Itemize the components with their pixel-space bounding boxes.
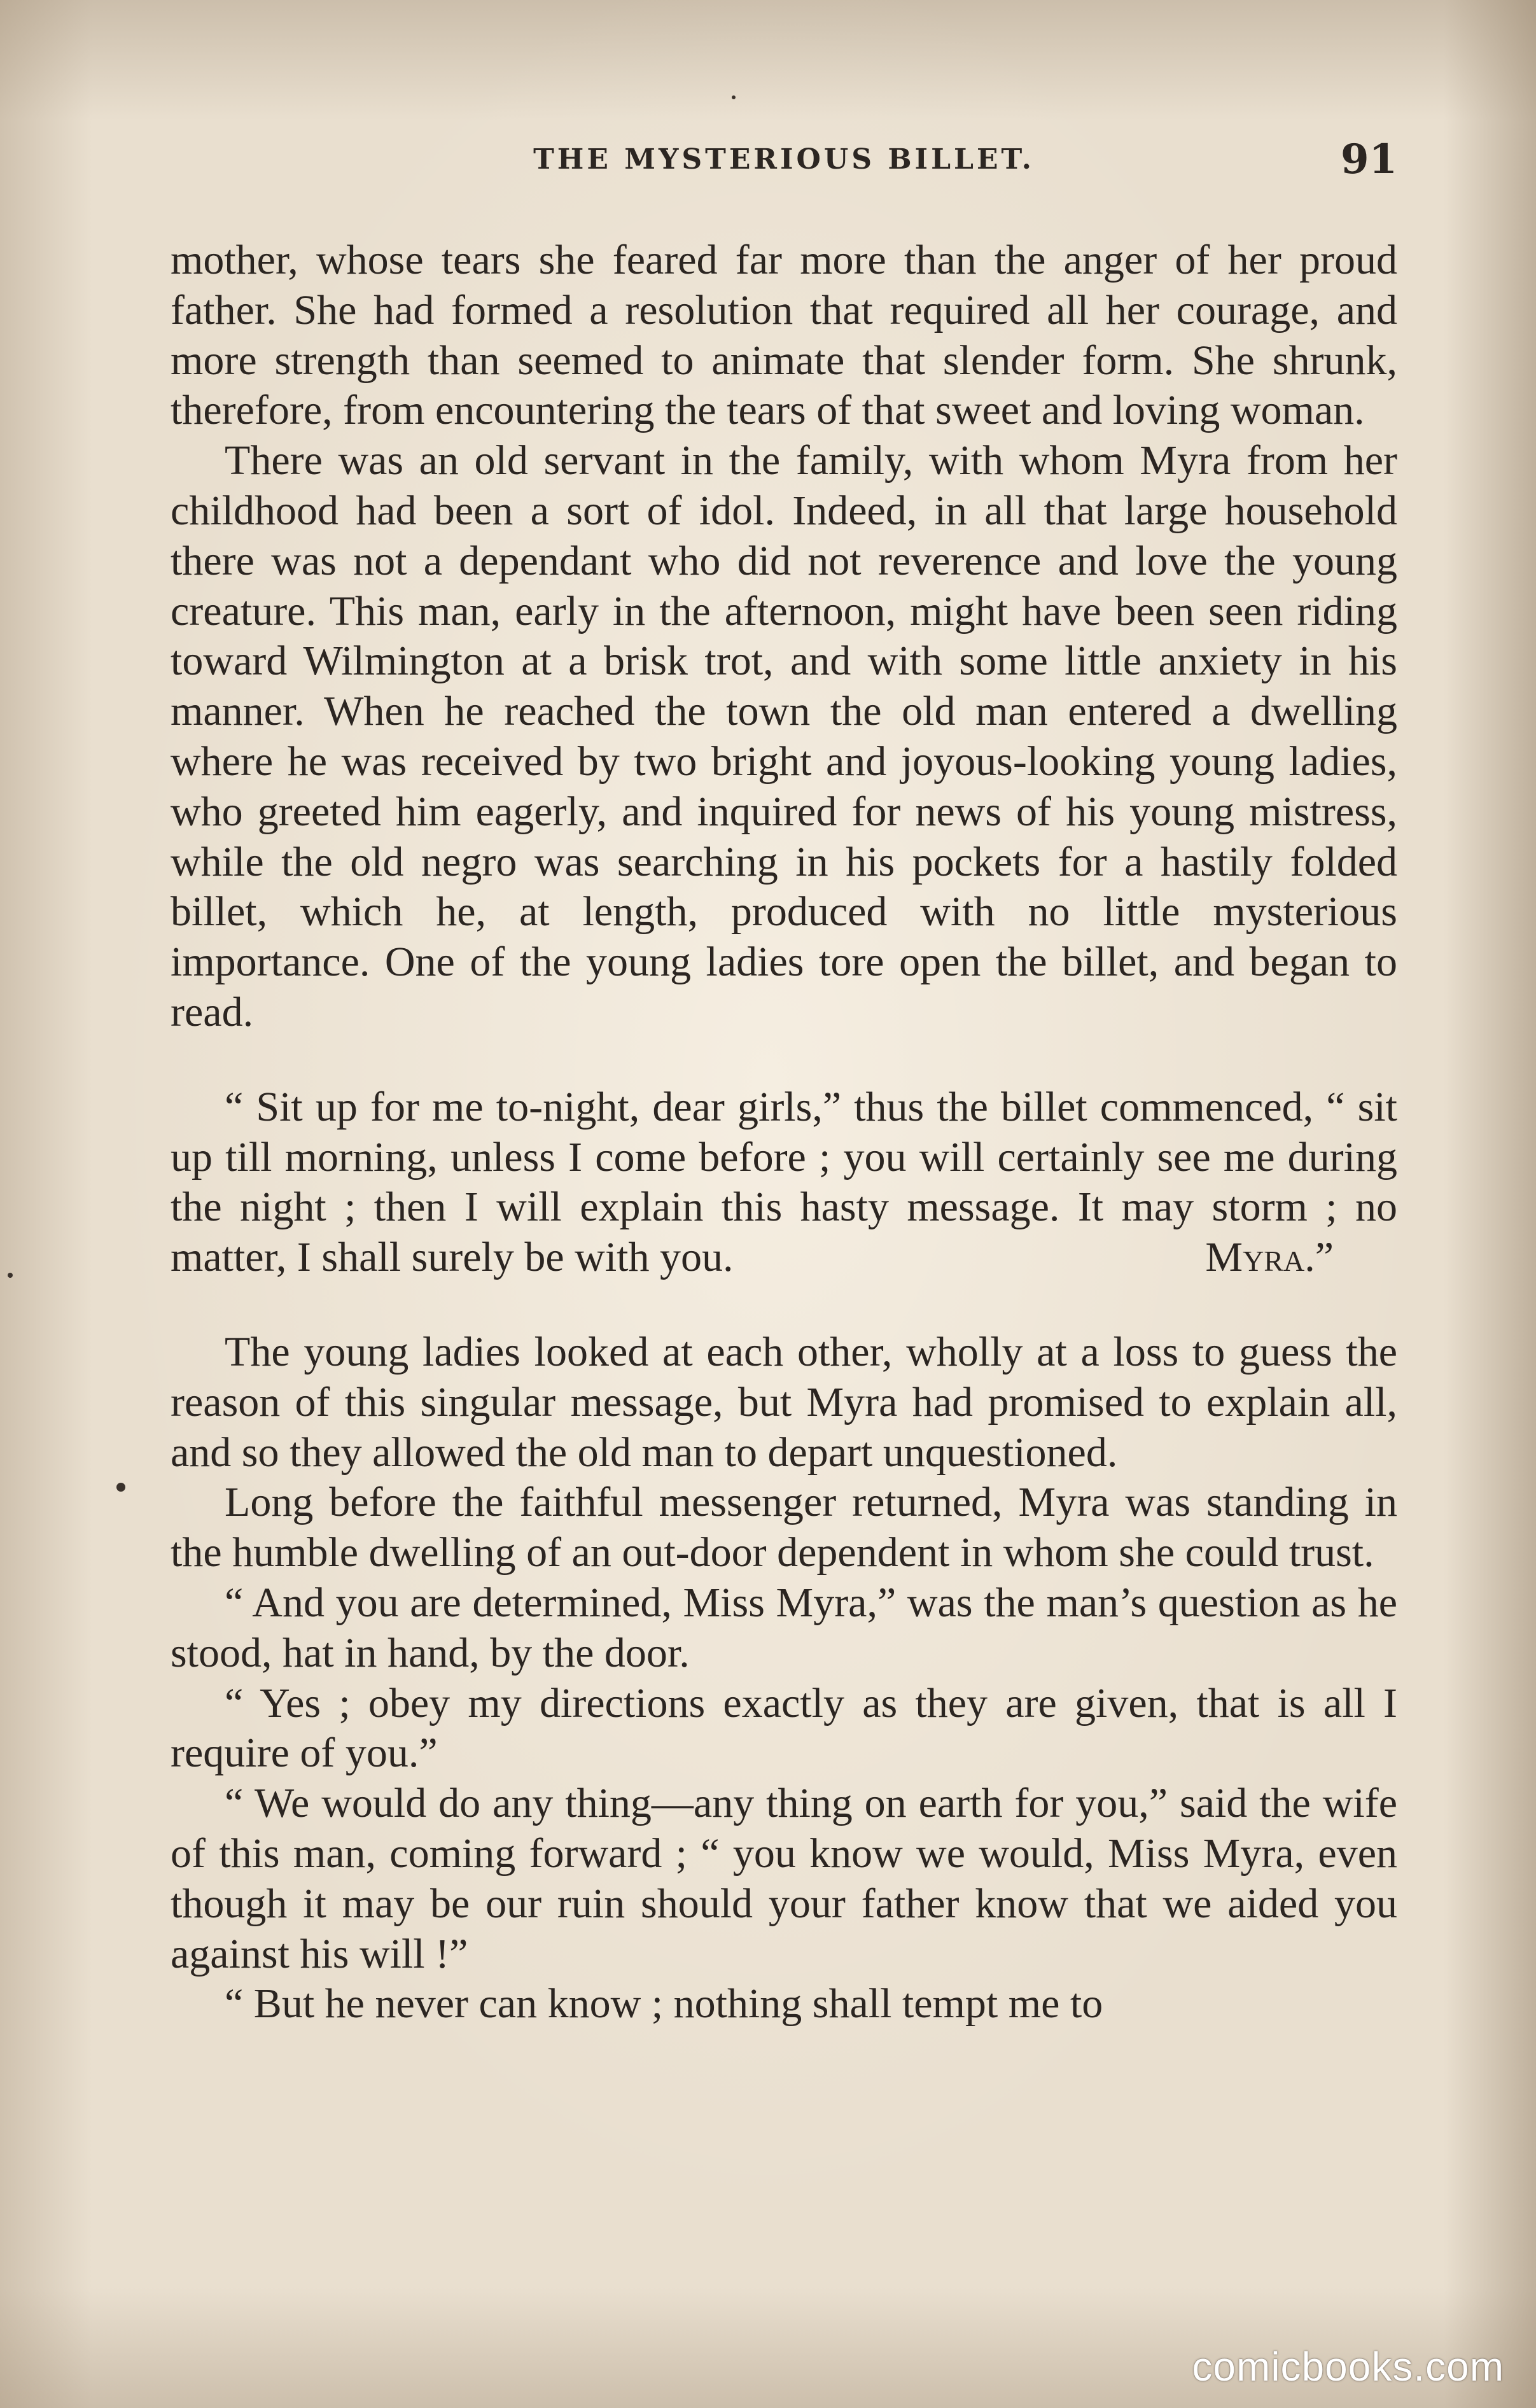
- paragraph: “ But he never can know ; nothing shall tempt me to: [225, 1980, 1103, 2027]
- running-head: THE MYSTERIOUS BILLET.: [533, 143, 1035, 176]
- paragraph: “ We would do any thing—any thing on earth for you,” said the wife of this man, coming forward ; “ you know we would, Miss Myra, even though it may be our ruin should your father know that we aided you against his will !”: [171, 1780, 1397, 1977]
- paragraph: The young ladies looked at each other, wholly at a loss to guess the reason of this singular message, but Myra had promised to explain all, and so they allowed the old man to depart unquestioned.: [171, 1328, 1397, 1476]
- paragraph: “ And you are determined, Miss Myra,” was the man’s question as he stood, hat in hand, by the door.: [171, 1579, 1397, 1676]
- letter-paragraph: [171, 1082, 1397, 1283]
- ink-speck: [732, 95, 736, 99]
- body-text: [171, 235, 1397, 2029]
- letter-text: “ Sit up for me to-night, dear girls,” thus the billet commenced, “ sit up till morning, unless I come before ; you will certainly see me during the night ; then I will explain this hasty message. It may storm ; no matter, I shall surely be with you.: [171, 1083, 1397, 1281]
- page-header: [171, 136, 1397, 188]
- page-number: 91: [1340, 136, 1397, 183]
- ink-speck: [116, 1483, 125, 1492]
- watermark: comicbooks.com: [1192, 2344, 1504, 2390]
- paragraph: “ Yes ; obey my directions exactly as they are given, that is all I require of you.”: [171, 1679, 1397, 1777]
- paragraph: Long before the faithful messenger returned, Myra was standing in the humble dwelling of an out-door dependent in whom she could trust.: [171, 1479, 1397, 1576]
- ink-speck: [8, 1273, 13, 1278]
- letter-signature: Myra.”: [1205, 1234, 1334, 1281]
- paragraph: mother, whose tears she feared far more than the anger of her proud father. She had formed a resolution that required all her courage, and more strength than seemed to animate that slender form. She shrunk, therefore, from encountering the tears of that sweet and loving woman.: [171, 237, 1397, 434]
- paragraph: There was an old servant in the family, with whom Myra from her childhood had been a sort of idol. Indeed, in all that large household there was not a dependant who did not reverence and love the young creature. This man, early in the afternoon, might have been seen riding toward Wilmington at a brisk trot, and with some little anxiety in his manner. When he reached the town the old man entered a dwelling where he was received by two bright and joyous-looking young ladies, who greeted him eagerly, and inquired for news of his young mistress, while the old negro was searching in his pockets for a hastily folded billet, which he, at length, produced with no little mysterious importance. One of the young ladies tore open the billet, and began to read.: [171, 437, 1397, 1035]
